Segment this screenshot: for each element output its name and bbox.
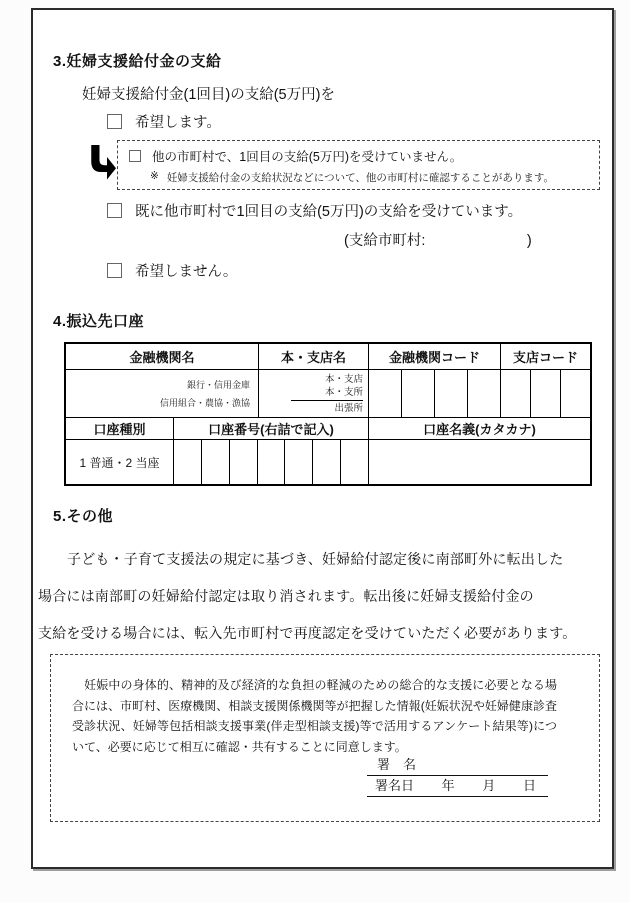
col-header-account-number: 口座番号(右詰で記入) [174, 418, 369, 439]
account-holder-input-cell[interactable] [369, 440, 590, 484]
signature-block [367, 755, 548, 797]
account-number-digit-cell[interactable] [312, 440, 340, 484]
section5-heading: 5.その他 [53, 508, 114, 525]
consent-text: 妊娠中の身体的、精神的及び経済的な負担の軽減のための総合的な支援に必要となる場合には、市町村、医療機関、相談支援関係機関等が把握した情報(妊娠状況や妊婦健康診査受診状況、妊婦等包括相談支援事業(伴走型相談支援)等で活用するアンケート結果等)について、必要に応じて相互に確認・共有することに同意します。 [72, 678, 557, 754]
bank-code-digit-cell[interactable] [401, 370, 434, 417]
consent-box [50, 654, 600, 822]
section5-paragraph-line3: 支給を受ける場合には、転入先市町村で再度認定を受けていただく必要があります。 [38, 625, 577, 641]
month-label: 月 [482, 778, 496, 793]
down-right-arrow-icon [89, 142, 116, 184]
branch-code-digit-cell[interactable] [501, 370, 530, 417]
year-label: 年 [441, 778, 455, 793]
bank-code-digit-cell[interactable] [369, 370, 401, 417]
col-header-bank-code: 金融機関コード [369, 344, 501, 369]
bank-code-cells [369, 370, 501, 417]
checkbox-do-not-request-label: 希望しません。 [135, 264, 238, 280]
account-number-digit-cell[interactable] [284, 440, 312, 484]
table-entry-row-top [66, 370, 590, 418]
signature-line[interactable] [367, 755, 548, 776]
section4-heading: 4.振込先口座 [53, 313, 145, 330]
account-type-cell[interactable]: 1 普通・2 当座 [66, 440, 174, 484]
col-header-account-holder: 口座名義(カタカナ) [423, 422, 536, 437]
branch-code-digit-cell[interactable] [530, 370, 560, 417]
account-number-digit-cell[interactable] [201, 440, 229, 484]
checkbox-request-payment-label: 希望します。 [135, 115, 221, 131]
bank-kind-label-1: 銀行・信用金庫 [186, 380, 250, 391]
section3-heading: 3.妊婦支援給付金の支給 [53, 53, 222, 70]
bank-code-digit-cell[interactable] [467, 370, 500, 417]
branch-code-cells [501, 370, 590, 417]
section5-paragraph-line1: 子ども・子育て支援法の規定に基づき、妊婦給付認定後に南部町外に転出した [67, 551, 564, 567]
col-header-bank-name: 金融機関名 [66, 344, 259, 369]
account-number-digit-cell[interactable] [174, 440, 201, 484]
checkbox-already-received-label: 既に他市町村で1回目の支給(5万円)の支給を受けています。 [135, 204, 523, 220]
branch-kind-label-3: 出張所 [291, 400, 363, 415]
checkbox-request-payment[interactable] [107, 114, 122, 129]
verification-note: 妊婦支援給付金の支給状況などについて、他の市町村に確認することがあります。 [166, 172, 555, 184]
checkbox-no-prior-payment-label: 他の市町村で、1回目の支給(5万円)を受けていません。 [152, 150, 463, 164]
account-number-digit-cell[interactable] [257, 440, 285, 484]
account-number-digit-cell[interactable] [229, 440, 257, 484]
checkbox-do-not-request[interactable] [107, 263, 122, 278]
branch-code-digit-cell[interactable] [560, 370, 590, 417]
day-label: 日 [522, 778, 536, 793]
branch-kind-label-1: 本・支店 [324, 373, 363, 385]
bank-code-digit-cell[interactable] [434, 370, 467, 417]
col-header-branch-name: 本・支店名 [259, 344, 369, 369]
signature-date-label: 署名日 [375, 778, 415, 793]
table-header-row-top [66, 344, 590, 370]
col-header-account-type: 口座種別 [66, 418, 174, 439]
form-page [31, 8, 614, 869]
bank-account-table [64, 342, 592, 486]
table-entry-row-bottom [66, 440, 590, 484]
bank-kind-label-2: 信用組合・農協・漁協 [159, 397, 250, 408]
signature-date-line[interactable] [367, 776, 548, 797]
table-header-row-bottom [66, 418, 590, 440]
section3-intro: 妊婦支援給付金(1回目)の支給(5万円)を [82, 87, 335, 103]
checkbox-no-prior-payment[interactable] [129, 150, 141, 162]
col-header-branch-code: 支店コード [512, 350, 578, 365]
checkbox-already-received[interactable] [107, 203, 122, 218]
account-number-cells [174, 440, 369, 484]
section5-paragraph-line2: 場合には南部町の妊婦給付認定は取り消されます。転出後に妊婦支援給付金の [38, 588, 534, 604]
paying-municipality-field[interactable]: (支給市町村: ) [344, 233, 532, 249]
branch-kind-label-2: 本・支所 [324, 386, 363, 398]
no-prior-payment-note-box [117, 140, 600, 190]
bank-name-input-cell[interactable] [66, 370, 259, 417]
branch-name-input-cell[interactable] [259, 370, 369, 417]
note-asterisk: ※ [150, 170, 159, 182]
signature-label: 署 名 [377, 757, 417, 772]
account-number-digit-cell[interactable] [340, 440, 368, 484]
